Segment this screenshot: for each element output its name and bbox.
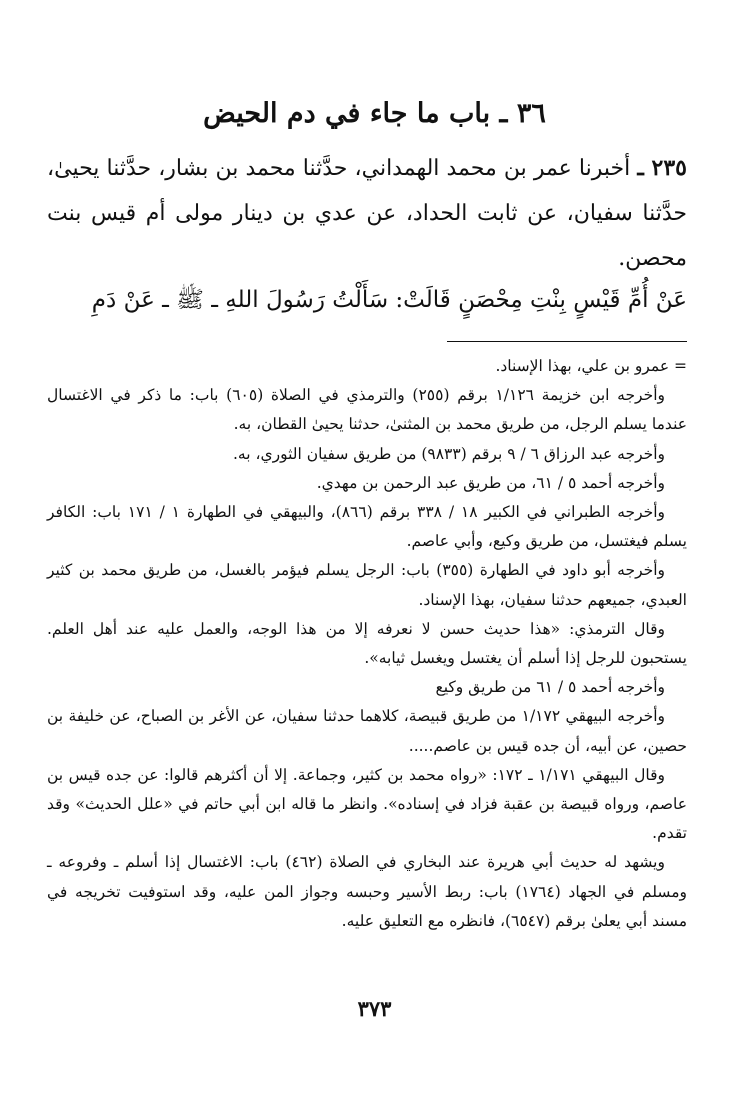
footnote-paragraph: = عمرو بن علي، بهذا الإسناد. <box>495 357 687 375</box>
footnote-paragraph: وأخرجه ابن خزيمة ١/١٢٦ برقم (٢٥٥) والترمذي في الصلاة (٦٠٥) باب: ما ذكر في الاغتسال عندما يسلم الرجل، من طريق محمد بن المثنىٰ، حدثنا يحيىٰ القطان، به. <box>47 386 687 434</box>
chapter-title: ٣٦ ـ باب ما جاء في دم الحيض <box>203 98 546 129</box>
footnote-paragraph: وأخرجه أبو داود في الطهارة (٣٥٥) باب: الرجل يسلم فيؤمر بالغسل، من طريق محمد بن كثير العبدي، جميعهم حدثنا سفيان، بهذا الإسناد. <box>47 561 687 609</box>
footnote-paragraph: وأخرجه عبد الرزاق ٦ / ٩ برقم (٩٨٣٣) من طريق سفيان الثوري، به. <box>232 444 665 463</box>
footnote-paragraph: وقال البيهقي ١/١٧١ ـ ١٧٢: «رواه محمد بن كثير، وجماعة. إلا أن أكثرهم قالوا: عن جده قيس بن عاصم، ورواه قبيصة بن عقبة فزاد في إسناده». وانظر ما قاله ابن أبي حاتم في «علل الحديث» وقد تقدم. <box>47 765 687 843</box>
footnote-paragraph: وأخرجه الطبراني في الكبير ١٨ / ٣٣٨ برقم (٨٦٦)، والبيهقي في الطهارة ١ / ١٧١ باب: الكافر يسلم فيغتسل، من طريق وكيع، وأبي عاصم. <box>47 503 687 551</box>
hadith-isnad-paragraph <box>47 146 687 281</box>
page-number: ٣٧٣ <box>357 996 392 1021</box>
hadith-matn: عَنْ أُمِّ قَيْسٍ بِنْتِ مِحْصَنٍ قَالَتْ: سَأَلْتُ رَسُولَ اللهِ ـ ﷺ ـ عَنْ دَمِ <box>91 287 687 313</box>
footnote-paragraph: ويشهد له حديث أبي هريرة عند البخاري في الصلاة (٤٦٢) باب: الاغتسال إذا أسلم ـ وفروعه ـ ومسلم في الجهاد (١٧٦٤) باب: ربط الأسير وحبسه وجواز المن عليه، وقد استوفيت تخريجه في مسند أبي يعلىٰ برقم (٦٥٤٧)، فانظره مع التعليق عليه. <box>47 853 687 930</box>
footnote-paragraph: وأخرجه أحمد ٥ / ٦١ من طريق وكيع <box>435 678 665 697</box>
hadith-text <box>47 146 687 281</box>
hadith-number: ٢٣٥ ـ <box>637 155 687 181</box>
footnote-paragraph: وأخرجه أحمد ٥ / ٦١، من طريق عبد الرحمن بن مهدي. <box>316 473 665 492</box>
footnote-paragraph: وأخرجه البيهقي ١/١٧٢ من طريق قبيصة، كلاهما حدثنا سفيان، عن الأغر بن الصباح، عن خليفة بن حصين، عن أبيه، أن جده قيس بن عاصم..... <box>47 707 687 755</box>
footnote-paragraph: وقال الترمذي: «هذا حديث حسن لا نعرفه إلا من هذا الوجه، والعمل عليه عند أهل العلم. يستحبون للرجل إذا أسلم أن يغتسل ويغسل ثيابه». <box>47 619 687 668</box>
hadith-isnad: أخبرنا عمر بن محمد الهمداني، حدَّثنا محمد بن بشار، حدَّثنا يحيىٰ، حدَّثنا سفيان، عن ثابت الحداد، عن عدي بن دينار مولى أم قيس بنت محصن. <box>47 156 687 271</box>
footnotes <box>47 352 687 936</box>
footnote-divider <box>447 341 687 342</box>
